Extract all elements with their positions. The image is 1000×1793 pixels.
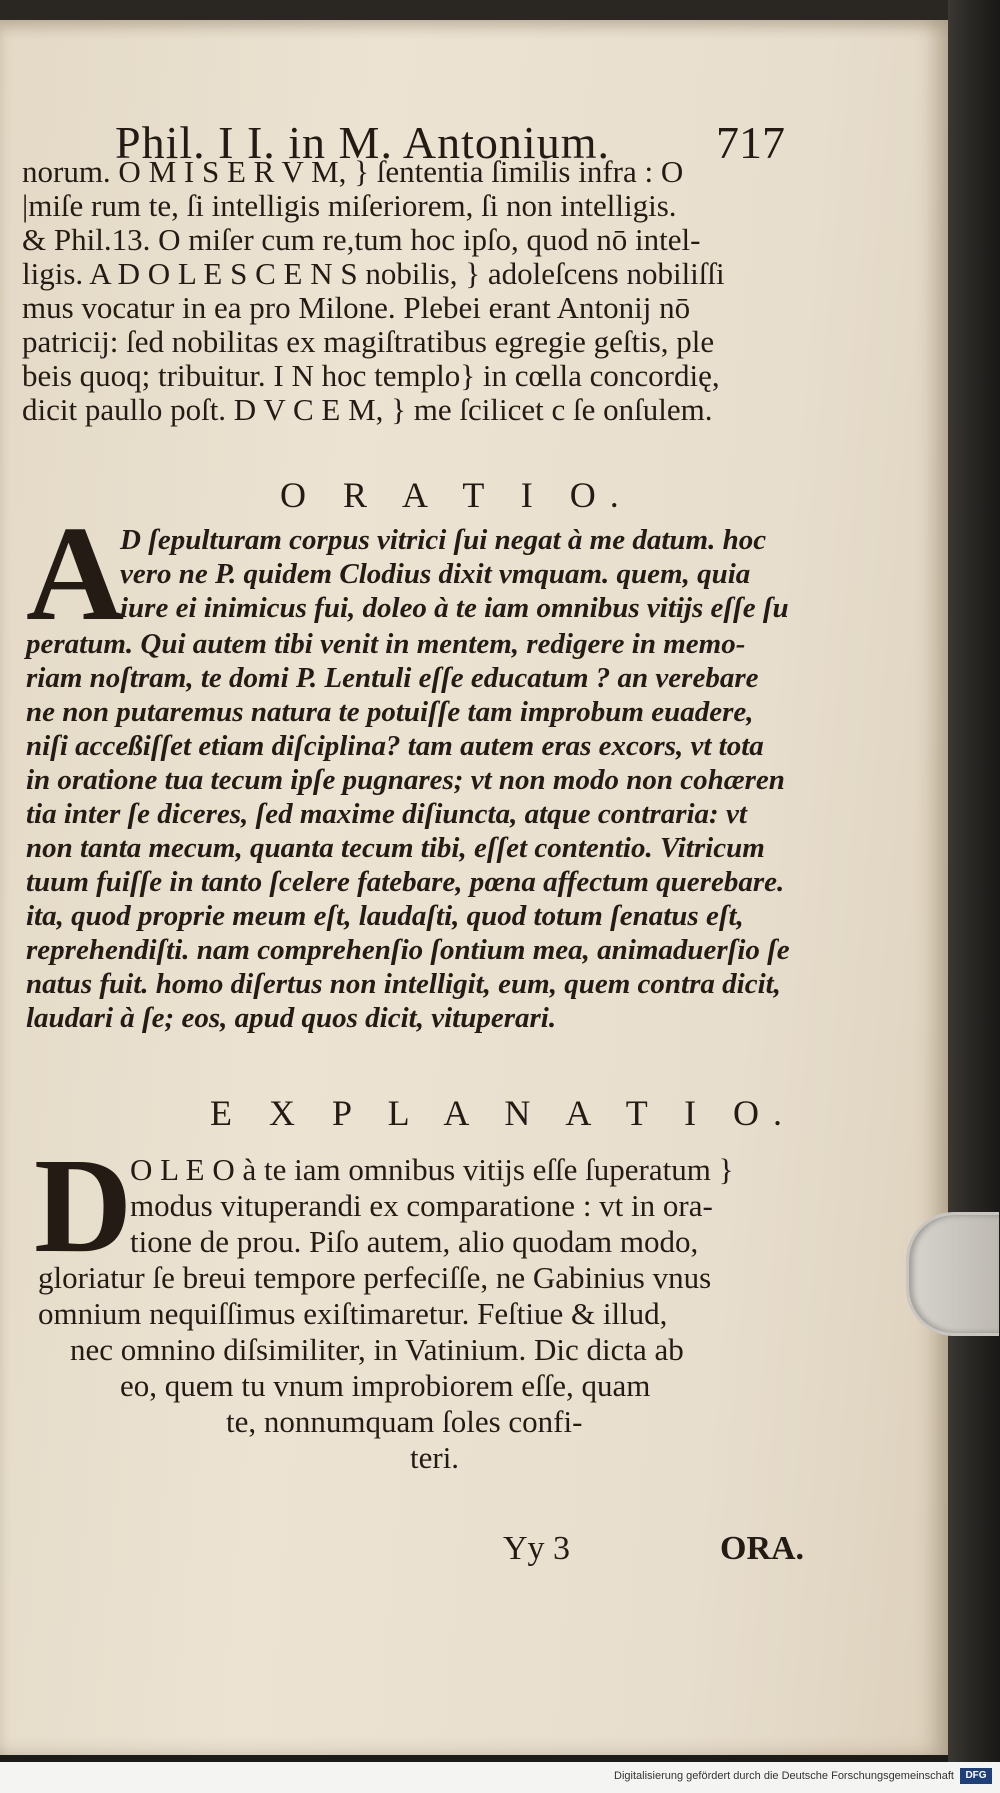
oration-line: iure ei inimicus fui, doleo à te iam omnibus vitijs eſſe ſu (120, 592, 789, 624)
oration-line: ne non putaremus natura te potuiſſe tam improbum euadere, (26, 696, 754, 728)
footer-credit: Digitalisierung gefördert durch die Deutsche Forschungsgemeinschaft (614, 1770, 954, 1782)
book-page (0, 20, 948, 1755)
drop-capital-d: D (34, 1131, 133, 1281)
oration-line: niſi acceßiſſet etiam diſciplina? tam autem eras excors, vt tota (26, 730, 764, 762)
oration-line: vero ne P. quidem Clodius dixit vmquam. quem, quia (120, 558, 751, 590)
oration-line: D ſepulturam corpus vitrici ſui negat à me datum. hoc (120, 524, 767, 556)
oration-line: peratum. Qui autem tibi venit in mentem, redigere in memo- (26, 628, 746, 660)
page-clip-tab (906, 1212, 999, 1336)
oration-line: riam noſtram, te domi P. Lentuli eſſe educatum ? an verebare (26, 662, 759, 694)
commentary-line: patricij: ſed nobilitas ex magiſtratibus egregie geſtis, ple (22, 324, 715, 359)
explanatio-line: gloriatur ſe breui tempore perfeciſſe, ne Gabinius vnus (38, 1260, 712, 1295)
oration-line: reprehendiſti. nam comprehenſio ſontium mea, animaduerſio ſe (26, 934, 790, 966)
explanatio-line: te, nonnumquam ſoles confi- (226, 1404, 583, 1439)
commentary-line: beis quoq; tribuitur. I N hoc templo} in cœlla concordię, (22, 358, 720, 393)
explanatio-line: modus vituperandi ex comparatione : vt in ora- (130, 1188, 713, 1223)
commentary-line: |miſe rum te, ſi intelligis miſeriorem, ſi non intelligis. (22, 188, 677, 223)
commentary-line: norum. O M I S E R V M, } ſententia ſimilis infra : O (22, 154, 684, 189)
oration-line: non tanta mecum, quanta tecum tibi, eſſet contentio. Vitricum (26, 832, 765, 864)
dfg-logo: DFG (960, 1768, 992, 1784)
commentary-line: mus vocatur in ea pro Milone. Plebei erant Antonij nō (22, 290, 691, 325)
oration-line: natus fuit. homo diſertus non intelligit, eum, quem contra dicit, (26, 968, 781, 1000)
explanatio-line: O L E O à te iam omnibus vitijs eſſe ſuperatum } (130, 1152, 734, 1187)
explanatio-line: tione de prou. Piſo autem, alio quodam modo, (130, 1224, 699, 1259)
catchword: ORA. (720, 1530, 805, 1567)
book-fore-edge (948, 0, 1000, 1793)
explanatio-line: nec omnino diſsimiliter, in Vatinium. Dic dicta ab (70, 1332, 684, 1367)
oration-line: laudari à ſe; eos, apud quos dicit, vituperari. (26, 1002, 557, 1034)
digitization-footer (0, 1762, 1000, 1793)
oration-line: ita, quod proprie meum eſt, laudaſti, quod totum ſenatus eſt, (26, 900, 744, 932)
folio-number: 717 (716, 117, 785, 168)
commentary-line: dicit paullo poſt. D V C E M, } me ſcilicet c ſe onſulem. (22, 392, 713, 427)
oration-line: in oratione tua tecum ipſe pugnares; vt non modo non cohæren (26, 764, 785, 796)
running-title: Phil. I I. in M. Antonium. (115, 117, 610, 168)
oratio-heading: O R A T I O. (280, 475, 633, 515)
drop-capital-a: A (26, 499, 125, 649)
explanatio-line: teri. (410, 1440, 460, 1475)
signature-mark: Yy 3 (503, 1530, 571, 1567)
explanatio-heading: E X P L A N A T I O. (210, 1093, 797, 1133)
commentary-line: & Phil.13. O miſer cum re,tum hoc ipſo, quod nō intel- (22, 222, 701, 257)
explanatio-line: omnium nequiſſimus exiſtimaretur. Feſtiue & illud, (38, 1296, 668, 1331)
oration-line: tuum fuiſſe in tanto ſcelere fatebare, pœna affectum querebare. (26, 866, 785, 898)
commentary-line: ligis. A D O L E S C E N S nobilis, } adoleſcens nobiliſſi (22, 256, 725, 291)
oration-line: tia inter ſe diceres, ſed maxime diſiuncta, atque contraria: vt (26, 798, 747, 830)
explanatio-line: eo, quem tu vnum improbiorem eſſe, quam (120, 1368, 651, 1403)
